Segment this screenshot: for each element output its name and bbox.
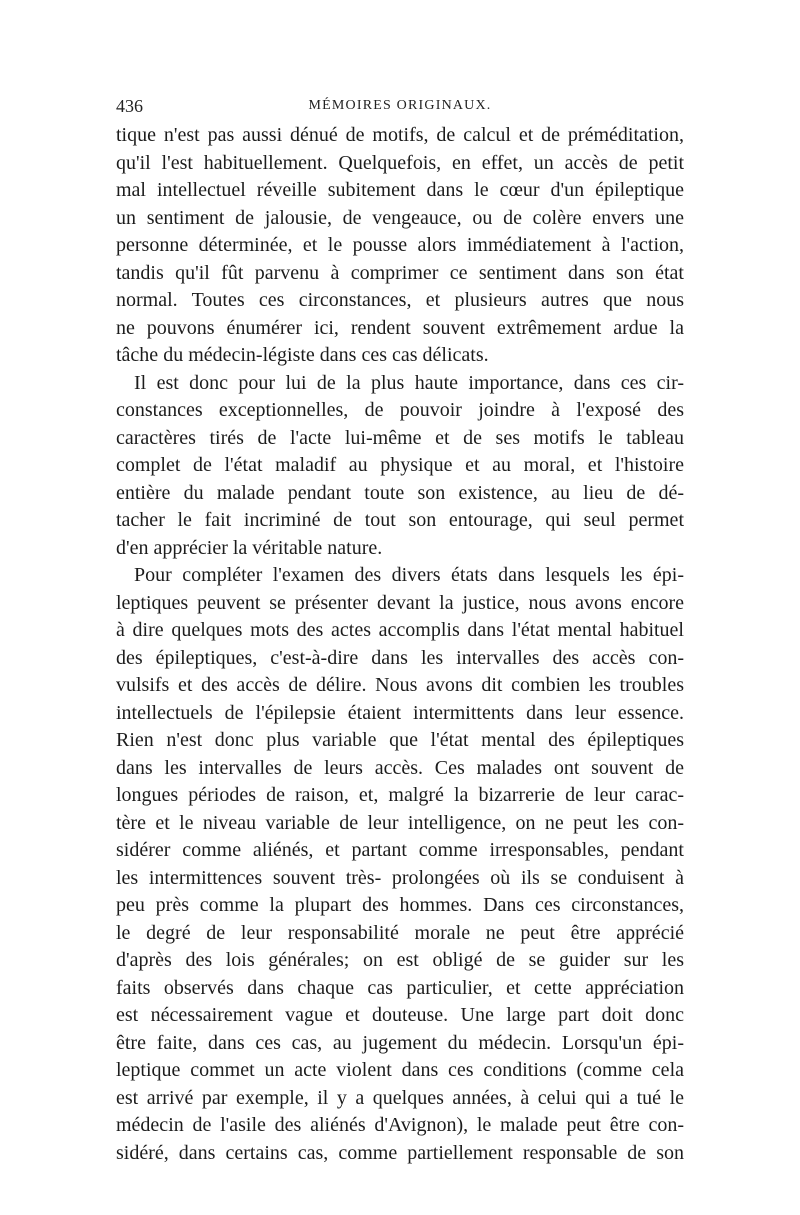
text-line: ne pouvons énumérer ici, rendent souvent extrêmement ardue la bbox=[116, 316, 684, 339]
text-line: tandis qu'il fût parvenu à comprimer ce sentiment dans son état bbox=[116, 261, 684, 284]
text-line: médecin de l'asile des aliénés d'Avignon), le malade peut être con- bbox=[116, 1114, 684, 1136]
text-line: d'en apprécier la véritable nature. bbox=[116, 536, 383, 559]
text-line: longues périodes de raison, et, malgré la bizarrerie de leur carac- bbox=[116, 784, 684, 806]
page-number: 436 bbox=[116, 96, 143, 116]
text-line: à dire quelques mots des actes accomplis dans l'état mental habituel bbox=[116, 619, 684, 641]
text-line: un sentiment de jalousie, de vengeauce, ou de colère envers une bbox=[116, 206, 684, 229]
text-line: tacher le fait incriminé de tout son entourage, qui seul permet bbox=[116, 509, 684, 531]
text-line: faits observés dans chaque cas particulier, et cette appréciation bbox=[116, 976, 684, 999]
page-header bbox=[116, 96, 684, 120]
text-line: personne déterminée, et le pousse alors immédiatement à l'action, bbox=[116, 234, 684, 256]
text-line: Pour compléter l'examen des divers états dans lesquels les épi- bbox=[134, 564, 684, 586]
text-line: mal intellectuel réveille subitement dans le cœur d'un épileptique bbox=[116, 179, 684, 201]
text-line: tâche du médecin-légiste dans ces cas délicats. bbox=[116, 344, 489, 366]
body-text bbox=[116, 122, 684, 1167]
text-line: Il est donc pour lui de la plus haute importance, dans ces cir- bbox=[134, 371, 684, 394]
text-line: sidéré, dans certains cas, comme partiellement responsable de son bbox=[116, 1141, 684, 1164]
text-line: d'après des lois générales; on est obligé de se guider sur les bbox=[116, 949, 684, 971]
text-line: dans les intervalles de leurs accès. Ces malades ont souvent de bbox=[116, 756, 684, 779]
running-head: MÉMOIRES ORIGINAUX. bbox=[308, 98, 492, 113]
text-line: le degré de leur responsabilité morale ne peut être apprécié bbox=[116, 921, 684, 944]
text-line: normal. Toutes ces circonstances, et plusieurs autres que nous bbox=[116, 289, 684, 311]
text-line: leptique commet un acte violent dans ces conditions (comme cela bbox=[116, 1059, 684, 1081]
text-line: constances exceptionnelles, de pouvoir joindre à l'exposé des bbox=[116, 399, 684, 421]
text-line: intellectuels de l'épilepsie étaient intermittents dans leur essence. bbox=[116, 701, 684, 724]
text-line: tique n'est pas aussi dénué de motifs, de calcul et de préméditation, bbox=[116, 124, 684, 146]
text-line: vulsifs et des accès de délire. Nous avons dit combien les troubles bbox=[116, 674, 684, 696]
text-line: est arrivé par exemple, il y a quelques années, à celui qui a tué le bbox=[116, 1086, 684, 1109]
text-line: sidérer comme aliénés, et partant comme irresponsables, pendant bbox=[116, 839, 684, 861]
text-line: les intermittences souvent très- prolongées où ils se conduisent à bbox=[116, 866, 684, 889]
text-line: entière du malade pendant toute son existence, au lieu de dé- bbox=[116, 481, 684, 504]
text-line: Rien n'est donc plus variable que l'état mental des épileptiques bbox=[116, 729, 684, 751]
text-line: complet de l'état maladif au physique et au moral, et l'histoire bbox=[116, 454, 684, 476]
text-line: tère et le niveau variable de leur intelligence, on ne peut les con- bbox=[116, 811, 684, 834]
text-line: qu'il l'est habituellement. Quelquefois, en effet, un accès de petit bbox=[116, 151, 684, 174]
text-line: peu près comme la plupart des hommes. Dans ces circonstances, bbox=[116, 894, 684, 916]
text-line: des épileptiques, c'est-à-dire dans les intervalles des accès con- bbox=[116, 646, 684, 669]
text-line: être faite, dans ces cas, au jugement du médecin. Lorsqu'un épi- bbox=[116, 1031, 684, 1054]
text-line: caractères tirés de l'acte lui-même et de ses motifs le tableau bbox=[116, 426, 684, 449]
text-line: leptiques peuvent se présenter devant la justice, nous avons encore bbox=[116, 591, 684, 614]
text-line: est nécessairement vague et douteuse. Une large part doit donc bbox=[116, 1004, 684, 1026]
